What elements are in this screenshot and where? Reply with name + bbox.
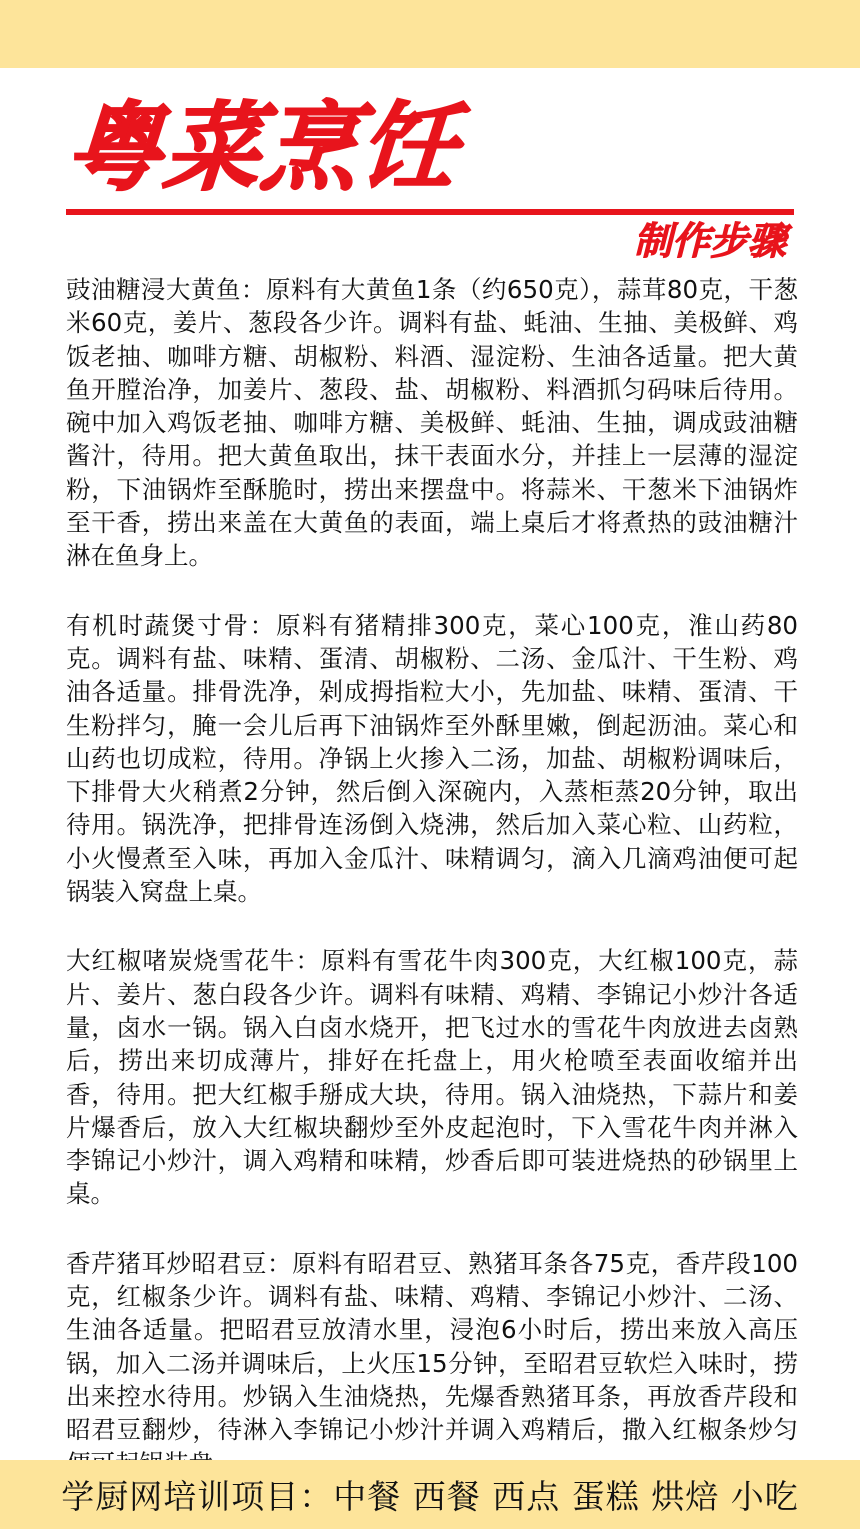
recipe-paragraph: 香芹猪耳炒昭君豆：原料有昭君豆、熟猪耳条各75克，香芹段100克，红椒条少许。调料有盐、味精、鸡精、李锦记小炒汁、二汤、生油各适量。把昭君豆放清水里，浸泡6小时后，捞出来放入高压锅，加入二汤并调味后，上火压15分钟，至昭君豆软烂入味时，捞出来控水待用。炒锅入生油烧热，先爆香熟猪耳条，再放香芹段和昭君豆翻炒，待淋入李锦记小炒汁并调入鸡精后，撒入红椒条炒匀 — [66, 1248, 798, 1445]
page-title: 粤菜烹饪 — [62, 92, 462, 204]
page-subtitle: 制作步骤 — [633, 219, 786, 263]
footer-banner — [0, 1460, 860, 1529]
recipe-paragraph: 豉油糖浸大黄鱼：原料有大黄鱼1条（约650克），蒜茸80克，干葱米60克，姜片、葱段各少许。调料有盐、蚝油、生抽、美极鲜、鸡饭老抽、咖啡方糖、胡椒粉、料酒、湿淀粉、生油各适量。把大黄鱼开膛治净，加姜片、葱段、盐、胡椒粉、料酒抓匀码味后待用。碗中加入鸡饭老抽、咖啡方糖、美极鲜、蚝油、生抽，调成豉油糖酱汁，待用。把大黄鱼取出，抹干表面水分，并挂上一层薄的湿淀粉，下油锅炸至酥脆时，捞出来摆盘中。将蒜米、干葱米下油锅炸至干香，捞出来盖在大黄鱼的表面，端上桌后才将煮热的豉油糖汁淋在鱼身上。 — [66, 275, 798, 571]
recipe-paragraph: 大红椒啫炭烧雪花牛：原料有雪花牛肉300克，大红椒100克，蒜片、姜片、葱白段各少许。调料有味精、鸡精、李锦记小炒汁各适量，卤水一锅。锅入白卤水烧开，把飞过水的雪花牛肉放进去卤熟后，捞出来切成薄片，排好在托盘上，用火枪喷至表面收缩并出香，待用。把大红椒手掰成大块，待用。锅入油烧热，下蒜片和姜片爆香后，放入大红椒块翻炒至外皮起泡时，下入雪花牛肉并淋入李锦记小炒汁，调入鸡精和味精，炒香后即可装进烧热的砂锅里上桌。 — [66, 946, 798, 1209]
recipe-list — [66, 273, 798, 1516]
title-divider — [66, 209, 794, 215]
recipe-paragraph: 有机时蔬煲寸骨：原料有猪精排300克，菜心100克，淮山药80克。调料有盐、味精、蛋清、胡椒粉、二汤、金瓜汁、干生粉、鸡油各适量。排骨洗净，剁成拇指粒大小，先加盐、味精、蛋清、干生粉拌匀，腌一会儿后再下油锅炸至外酥里嫩，倒起沥油。菜心和山药也切成粒，待用。净锅上火掺入二汤，加盐、胡椒粉调味后，下排骨大火稍煮2分钟，然后倒入深碗内，入蒸柜蒸20分钟，取出待用。锅洗净，把排骨连汤倒入烧沸，然后加入菜心粒、山药粒，小火慢煮至入味，再加入金瓜汁、味精调匀，滴入几滴鸡油便可起锅装入窝盘上桌。 — [66, 610, 798, 907]
footer-text: 学厨网培训项目：中餐 西餐 西点 蛋糕 烘焙 小吃 — [61, 1477, 799, 1516]
top-banner — [0, 0, 860, 68]
